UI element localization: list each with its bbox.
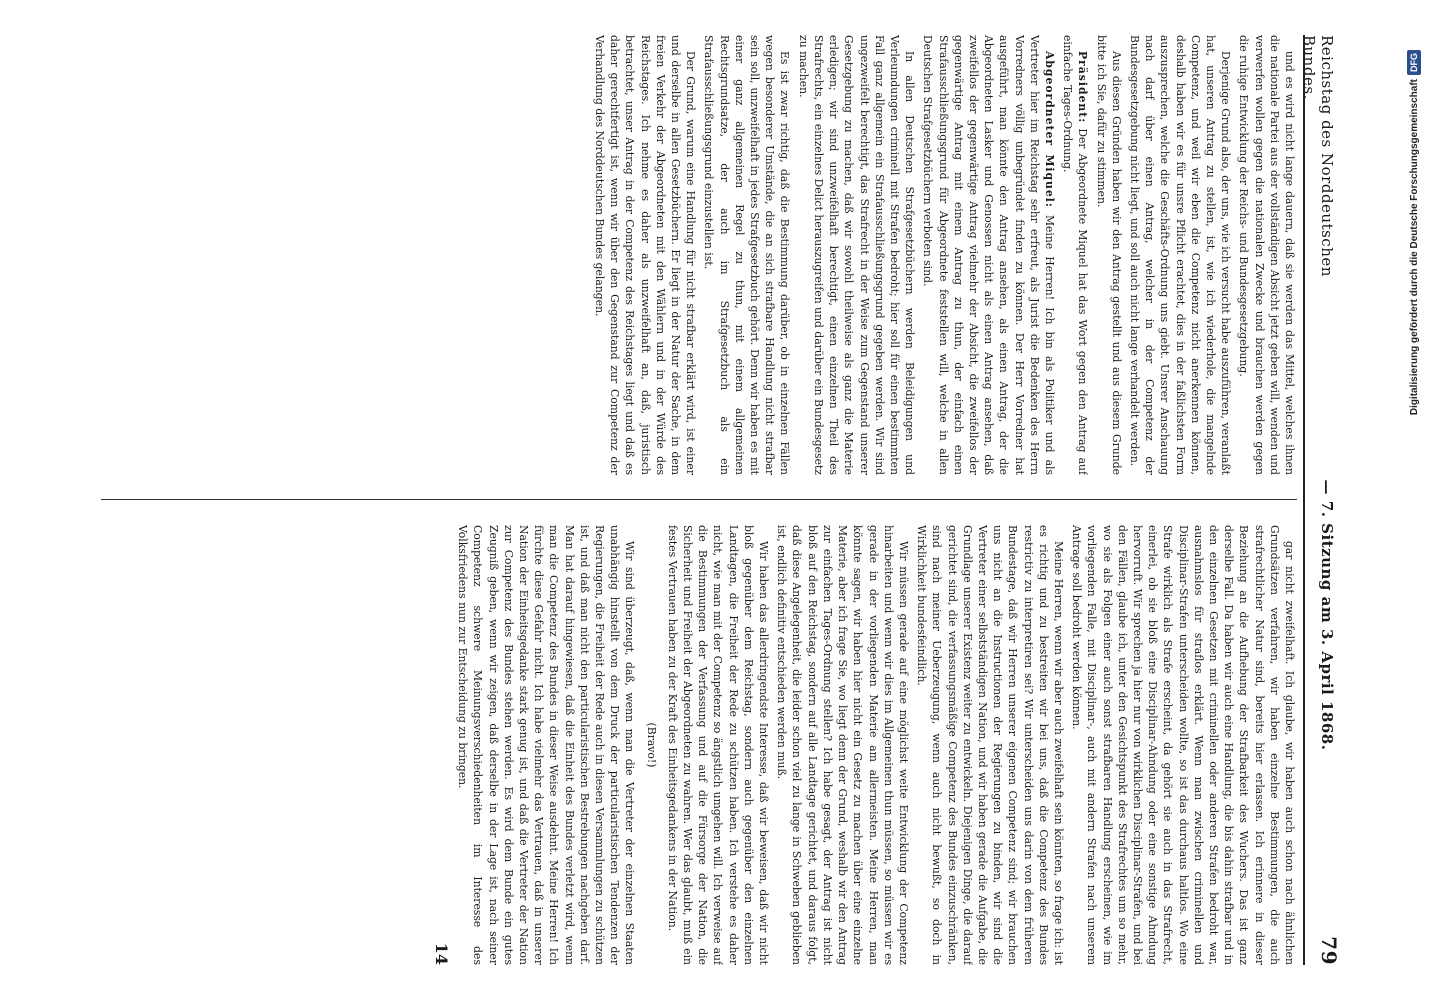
page-number: 79 <box>1317 936 1341 965</box>
speaker-paragraph: Es ist zwar richtig, daß die Bestimmung darüber, ob in einzelnen Fällen wegen besonderer Umstände, die an sich strafbare Handlung nicht strafbar sein soll, unzweifelhaft in jedes Strafgesetzbuch gehört. Denn wir haben es mit einer ganz allgemeinen Regel zu thun, mit einem allgemeinen Rechtsgrundsatze, der auch im Strafgesetzbuch als ein Strafausschließungsgrund einzustellen ist. <box>702 35 792 475</box>
right-column <box>91 525 1297 965</box>
header-left-title: Reichstag des Norddeutschen Bundes. <box>1300 35 1336 277</box>
left-column <box>91 35 1297 475</box>
speaker-paragraph: Der Grund, warum eine Handlung für nicht strafbar erklärt wird, ist einer und derselbe in allen Gesetzbüchern. Er liegt in der Natur der Sache, in dem freien Verkehr der Abgeordneten mit den Wählern und in der Würde des Reichstages. Ich nehme es daher als unzweifelhaft an, daß, juristisch betrachtet, unser Antrag in der Competenz des Reichstages liegt und daß es daher gerechtfertigt ist, wenn wir über den Gegenstand zur Competenz der Verhandlung des Norddeutschen Bundes gelangen. <box>593 35 698 475</box>
speaker-paragraph: In allen Deutschen Strafgesetzbüchern werden Beleidigungen und Verleumdungen criminell mit Strafen bedroht; hier soll für einen bestimmten Fall ganz allgemein ein Strafausschließungsgrund gegeben werden. Wir sind ungezweifelt berechtigt, das Strafrecht in der Weise zum Gegenstand unserer Gesetzgebung zu machen, daß wir sowohl theilweise als ganz die Materie erledigen; wir sind unzweifelhaft berechtigt, einen einzelnen Theil des Strafrechts, ein einzelnes Delict herauszugreifen und darüber ein Bundesgesetz zu machen. <box>796 35 917 475</box>
right-closing-paragraph: Wir sind überzeugt, daß, wenn man die Vertreter der einzelnen Staaten unabhängig hinstellt von dem Druck der particularistischen Tendenzen der Regierungen, die Freiheit der Rede auch in diesen Versammlungen zu schützen ist, und daß man nicht den particularistischen Bestrebungen nachgeben darf. Man hat darauf hingewiesen, daß die Einheit des Bundes verletzt wird, wenn man die Competenz des Bundes in dieser Weise ausdehnt. Meine Herren! Ich fürchte diese Gefahr nicht. Ich habe vielmehr das Vertrauen, daß in unserer Nation der Einheitsgedanke stark genug ist, und daß die Vertreter der Nation zur Competenz des Bundes stehen werden. Es wird dem Bunde ein gutes Zeugniß geben, wenn wir zeigen, daß derselbe in der Lage ist, nach seiner Competenz schwere Meinungsverschiedenheiten im Interesse des Volksfriedens nun zur Entscheidung zu bringen. <box>456 525 637 965</box>
header-rule <box>1303 35 1305 965</box>
president-paragraph <box>1060 35 1090 475</box>
left-paragraph: und es wird nicht lange dauern, daß sie werden das Mittel, welches ihnen die nationale Partei aus der vollständigen Absicht jetzt geben will, wenden und verwerfen wollen gegen die nationalen Zwecke und brauchen werden gegen die ruhige Entwicklung der Reichs- und Bundesgesetzgebung. <box>1237 35 1296 475</box>
president-text: Der Abgeordnete Miquel hat das Wort gegen den Antrag auf einfache Tages-Ordnung. <box>1061 35 1090 475</box>
dfg-logo: DFG <box>1407 50 1421 75</box>
left-paragraph: Derjenige Grund also, der uns, wie ich versucht habe auszuführen, veranlaßt hat, unseren Antrag zu stellen, ist, wie ich wiederhole, die mangelnde Competenz, und weil wir eben die Competenz nicht anerkennen können, deshalb haben wir es für unsre Pflicht erachtet, dies in der faßlichsten Form auszusprechen, welche die Geschäfts-Ordnung uns giebt. Unsrer Anschauung nach darf über einen Antrag, welcher in der Competenz der Bundesgesetzgebung nicht liegt, und soll auch nicht lange verhandelt werden. <box>1127 35 1233 475</box>
speaker-text: Meine Herren! Ich bin als Politiker und als Vertreter hier im Reichstag sehr erfreut, als Jurist die Bedenken des Herrn Vorredners völlig unbegründet finden zu können. Der Herr Vorredner hat ausgeführt, man könnte den Antrag ansehen, als einen Antrag, der die Abgeordneten Lasker und Genossen nicht als einen Antrag ansehen, daß zweifellos der gegenwärtige Antrag vielmehr der Absicht, die zweifellos der gegenwärtige Antrag mit einem Antrag zu thun, der einfach einen Strafausschließungsgrund für Abgeordnete feststellen will, welche in allen Deutschen Strafgesetzbüchern verboten sind. <box>921 35 1056 475</box>
bravo-interjection: (Bravo!) <box>644 722 658 768</box>
signature-number: 14 <box>432 942 452 965</box>
digitization-notice-text: Digitalisierung gefördert durch die Deutsche Forschungsgemeinschaft <box>1408 79 1420 416</box>
right-paragraph: gar nicht zweifelhaft. Ich glaube, wir haben auch schon nach ähnlichen Grundsätzen verfahren, wir haben einzelne Bestimmungen, die auch strafrechtlicher Natur sind, bereits hier erlassen. Ich erinnere in dieser Beziehung an die Aufhebung der Strafbarkeit des Wuchers. Das ist ganz derselbe Fall. Da haben wir auch eine Handlung, die bis dahin strafbar und in den einzelnen Gesetzen mit criminellen oder anderen Strafen bedroht war, ausnahmslos für straflos erklärt. Wenn man zwischen criminellen und Disciplinar-Strafen unterscheiden wollte, so ist das durchaus haltlos. Wo eine Strafe wirklich als Strafe erscheint, da gehört sie auch in das Strafrecht, einerlei, ob sie bloß eine Disciplinar-Ahndung oder eine sonstige Ahndung hervorruft. Wir sprechen ja hier nur von wirklichen Disciplinar-Strafen, und bei den Fällen, glaube ich, unter den Gesichtspunkt des Strafrechtes um so mehr, wo sie als Folgen einer auch sonst strafbaren Handlung erscheinen, wie im vorliegenden Falle, mit Disciplinar-, auch mit andern Strafen nach unserem Antrage soll bedroht werden können. <box>1070 525 1296 965</box>
right-paragraph: Meine Herren, wenn wir aber auch zweifelhaft sein könnten, so frage ich: ist es richtig und zu bestreiten wir bei uns, daß die Competenz des Bundes restrictiv zu interpretiren sei? Wir unterscheiden uns darin von dem früheren Bundestage, daß wir Herren unserer eigenen Competenz sind; wir brauchen uns nicht an die Instructionen der Regierungen zu binden, wir sind die Vertreter einer selbstständigen Nation, und wir haben gerade die Aufgabe, die Grundlage unserer Existenz weiter zu entwickeln. Diejenigen Dinge, die darauf gerichtet sind, die verfassungsmäßige Competenz des Bundes einzuschränken, sind nach meiner Ueberzeugung, wenn auch nicht bewußt, so doch in Wirklichkeit bundesfeindlich. <box>915 525 1065 965</box>
header-session-title: — 7. Sitzung am 3. April 1868. <box>1318 479 1336 751</box>
right-paragraph: Wir haben das allerdringendste Interesse, daß wir beweisen, daß wir nicht bloß gegenüber dem Reichstag, sondern auch gegenüber den einzelnen Landtagen, die Freiheit der Rede zu schützen haben. Ich verstehe es daher nicht, wie man mit der Competenz so ängstlich umgehen will. Ich verweise auf die Bestimmungen der Verfassung und auf die Fürsorge der Nation, die Sicherheit und Freiheit der Abgeordneten zu wahren. Wer das glaubt, muß ein festes Vertrauen haben zu der Kraft des Einheitsgedankens in der Nation. <box>665 525 771 965</box>
right-paragraph: Wir müssen gerade auf eine möglichst weite Entwicklung der Competenz hinarbeiten und wenn wir dies im Allgemeinen thun müssen, so müssen wir es gerade in der vorliegenden Materie am allermeisten. Meine Herren, man könnte sagen, wir haben hier nicht ein Gesetz zu machen über eine einzelne Materie, aber ich frage Sie, wo liegt denn der Grund, weshalb wir den Antrag zur einfachen Tages-Ordnung stellen? Ich habe gesagt, der Antrag ist nicht bloß auf den Reichstag, sondern auf alle Landtage gerichtet, und daraus folgt, daß diese Angelegenheit, die leider schon viel zu lange in Schweben geblieben ist, endlich definitiv entschieden werden muß. <box>775 525 910 965</box>
column-divider <box>101 499 1297 500</box>
president-label: Präsident: <box>1076 51 1090 124</box>
speaker-label: Abgeordneter Miquel: <box>1042 51 1056 208</box>
rotated-scanned-page <box>71 5 1361 995</box>
page-header <box>1300 35 1341 965</box>
left-paragraph: Aus diesen Gründen haben wir den Antrag gestellt und aus diesem Grunde bitte ich Sie, dafür zu stimmen. <box>1094 35 1123 475</box>
digitization-notice <box>1400 30 1428 970</box>
speaker-paragraph <box>920 35 1057 475</box>
